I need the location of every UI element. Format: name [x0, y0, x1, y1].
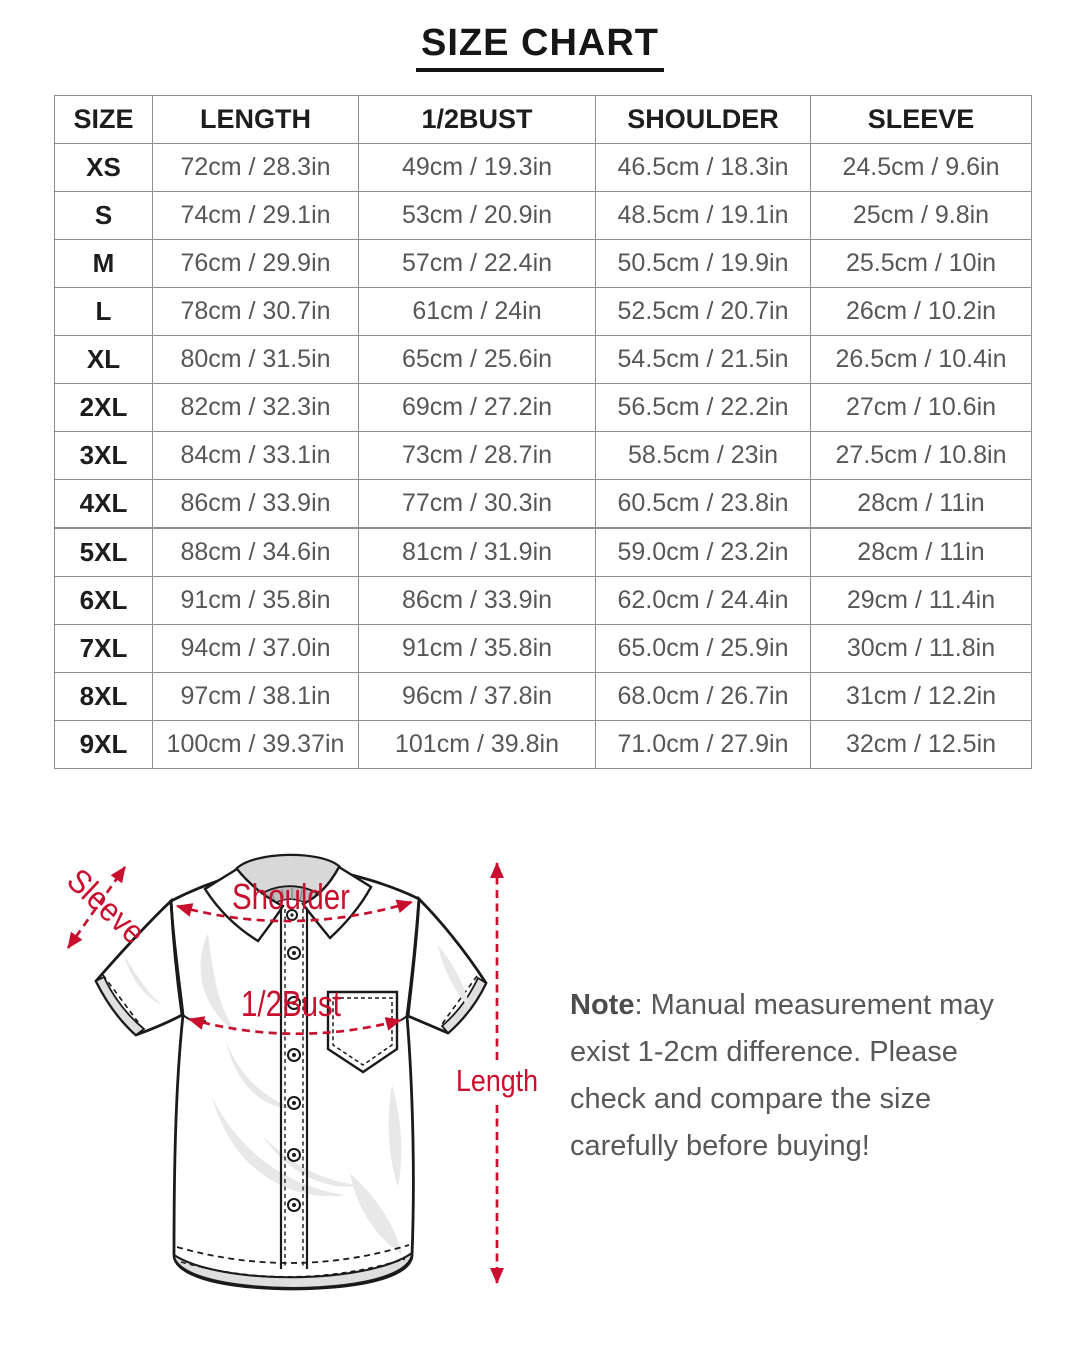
button-placket	[281, 907, 307, 1269]
column-header-size: SIZE	[55, 96, 153, 144]
measurement-cell: 56.5cm / 22.2in	[596, 384, 811, 432]
measurement-cell: 28cm / 11in	[811, 480, 1032, 529]
measurement-cell: 54.5cm / 21.5in	[596, 336, 811, 384]
measurement-cell: 25cm / 9.8in	[811, 192, 1032, 240]
column-header-length: LENGTH	[153, 96, 359, 144]
table-row	[55, 528, 1032, 577]
measurement-cell: 46.5cm / 18.3in	[596, 144, 811, 192]
measurement-cell: 65cm / 25.6in	[359, 336, 596, 384]
hem-band	[174, 1253, 412, 1288]
hem-stitch-upper	[177, 1245, 409, 1263]
measurement-cell: 72cm / 28.3in	[153, 144, 359, 192]
measurement-cell: 58.5cm / 23in	[596, 432, 811, 480]
measurement-cell: 26cm / 10.2in	[811, 288, 1032, 336]
size-cell: XS	[55, 144, 153, 192]
left-cuff	[96, 977, 144, 1035]
measurement-cell: 57cm / 22.4in	[359, 240, 596, 288]
measurement-cell: 30cm / 11.8in	[811, 625, 1032, 673]
size-cell: S	[55, 192, 153, 240]
measurement-cell: 91cm / 35.8in	[359, 625, 596, 673]
measurement-cell: 84cm / 33.1in	[153, 432, 359, 480]
shirt-measurement-diagram	[40, 835, 550, 1345]
measurement-cell: 94cm / 37.0in	[153, 625, 359, 673]
table-header-row	[55, 96, 1032, 144]
measurement-cell: 65.0cm / 25.9in	[596, 625, 811, 673]
table-row	[55, 673, 1032, 721]
column-header-half-bust: 1/2BUST	[359, 96, 596, 144]
note-line: carefully before buying!	[570, 1130, 870, 1162]
note-line: check and compare the size	[570, 1083, 932, 1115]
shoulder-label: Shoulder	[232, 876, 351, 917]
size-cell: L	[55, 288, 153, 336]
measurement-cell: 86cm / 33.9in	[359, 577, 596, 625]
measurement-cell: 27cm / 10.6in	[811, 384, 1032, 432]
note-label: Note	[570, 989, 635, 1021]
measurement-cell: 101cm / 39.8in	[359, 721, 596, 769]
page-title-text: SIZE CHART	[416, 22, 664, 72]
half-bust-label: 1/2Bust	[241, 983, 341, 1024]
note-text: : Manual measurement may	[634, 989, 994, 1021]
table-row	[55, 432, 1032, 480]
size-cell: 2XL	[55, 384, 153, 432]
measurement-cell: 88cm / 34.6in	[153, 528, 359, 577]
table-row	[55, 384, 1032, 432]
size-cell: 7XL	[55, 625, 153, 673]
measurement-cell: 31cm / 12.2in	[811, 673, 1032, 721]
measurement-cell: 68.0cm / 26.7in	[596, 673, 811, 721]
measurement-cell: 97cm / 38.1in	[153, 673, 359, 721]
table-row	[55, 480, 1032, 529]
table-row	[55, 192, 1032, 240]
size-table-body	[55, 144, 1032, 769]
size-cell: 5XL	[55, 528, 153, 577]
length-label: Length	[456, 1063, 538, 1098]
measurement-cell: 78cm / 30.7in	[153, 288, 359, 336]
size-cell: 3XL	[55, 432, 153, 480]
measurement-cell: 62.0cm / 24.4in	[596, 577, 811, 625]
column-header-sleeve: SLEEVE	[811, 96, 1032, 144]
measurement-cell: 91cm / 35.8in	[153, 577, 359, 625]
table-row	[55, 240, 1032, 288]
measurement-cell: 52.5cm / 20.7in	[596, 288, 811, 336]
measurement-cell: 59.0cm / 23.2in	[596, 528, 811, 577]
measurement-cell: 53cm / 20.9in	[359, 192, 596, 240]
measurement-cell: 76cm / 29.9in	[153, 240, 359, 288]
size-cell: M	[55, 240, 153, 288]
measurement-cell: 71.0cm / 27.9in	[596, 721, 811, 769]
measurement-cell: 61cm / 24in	[359, 288, 596, 336]
size-cell: 4XL	[55, 480, 153, 529]
measurement-cell: 28cm / 11in	[811, 528, 1032, 577]
measurement-cell: 100cm / 39.37in	[153, 721, 359, 769]
measurement-cell: 96cm / 37.8in	[359, 673, 596, 721]
note-line	[570, 982, 1048, 1029]
measurement-cell: 48.5cm / 19.1in	[596, 192, 811, 240]
measurement-cell: 26.5cm / 10.4in	[811, 336, 1032, 384]
measurement-annotations	[60, 861, 538, 1283]
page-title	[0, 22, 1080, 72]
measurement-cell: 77cm / 30.3in	[359, 480, 596, 529]
size-table	[54, 95, 1032, 769]
measurement-cell: 73cm / 28.7in	[359, 432, 596, 480]
measurement-note	[570, 982, 1048, 1170]
measurement-cell: 27.5cm / 10.8in	[811, 432, 1032, 480]
column-header-shoulder: SHOULDER	[596, 96, 811, 144]
measurement-cell: 81cm / 31.9in	[359, 528, 596, 577]
measurement-cell: 60.5cm / 23.8in	[596, 480, 811, 529]
table-row	[55, 625, 1032, 673]
size-cell: 9XL	[55, 721, 153, 769]
note-line: exist 1-2cm difference. Please	[570, 1036, 958, 1068]
measurement-cell: 74cm / 29.1in	[153, 192, 359, 240]
measurement-cell: 25.5cm / 10in	[811, 240, 1032, 288]
measurement-cell: 24.5cm / 9.6in	[811, 144, 1032, 192]
table-row	[55, 336, 1032, 384]
measurement-cell: 86cm / 33.9in	[153, 480, 359, 529]
measurement-cell: 49cm / 19.3in	[359, 144, 596, 192]
measurement-cell: 80cm / 31.5in	[153, 336, 359, 384]
measurement-cell: 32cm / 12.5in	[811, 721, 1032, 769]
size-cell: 6XL	[55, 577, 153, 625]
measurement-cell: 82cm / 32.3in	[153, 384, 359, 432]
table-row	[55, 144, 1032, 192]
measurement-cell: 50.5cm / 19.9in	[596, 240, 811, 288]
measurement-cell: 29cm / 11.4in	[811, 577, 1032, 625]
table-row	[55, 288, 1032, 336]
table-row	[55, 721, 1032, 769]
table-row	[55, 577, 1032, 625]
right-cuff	[442, 978, 486, 1033]
size-cell: XL	[55, 336, 153, 384]
size-cell: 8XL	[55, 673, 153, 721]
measurement-cell: 69cm / 27.2in	[359, 384, 596, 432]
sleeve-label: Sleeve	[60, 861, 160, 957]
